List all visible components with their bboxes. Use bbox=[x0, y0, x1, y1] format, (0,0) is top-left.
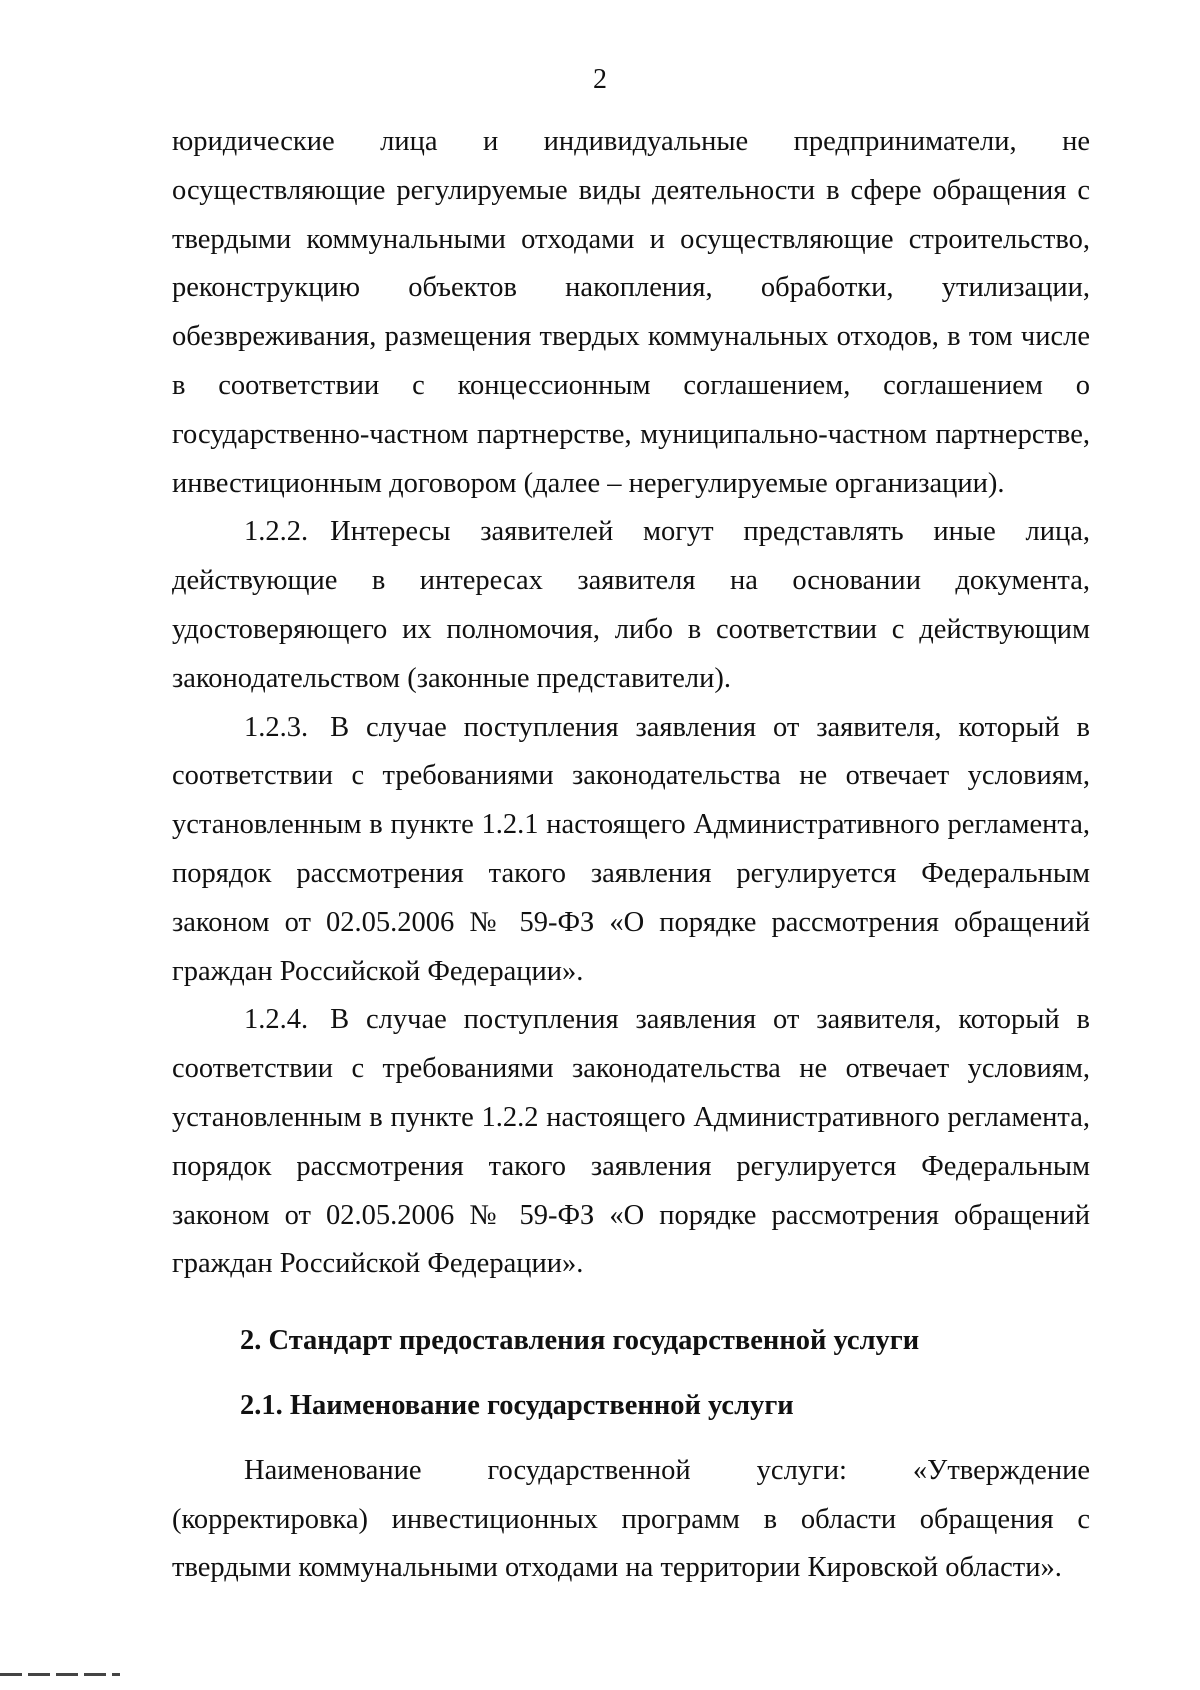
scan-edge-mark bbox=[0, 1673, 120, 1676]
clause-number: 1.2.4. bbox=[244, 1004, 309, 1036]
document-body bbox=[172, 118, 1090, 1593]
paragraph-legal-entities: юридические лица и индивидуальные предприниматели, не осуществляющие регулируемые виды деятельности в сфере обращения с твердыми коммунальными отходами и осуществляющие строительство, реконструкцию объектов накопления, обработки, утилизации, обезвреживания, размещения твердых коммунальных отходов, в том числе в соответствии с концессионным соглашением, соглашением о государственно-частном партнерстве, муниципально-частном партнерстве, инвестиционным договором (далее – нерегулируемые организации). bbox=[172, 126, 1090, 499]
clause-number: 1.2.3. bbox=[244, 711, 309, 743]
page-number: 2 bbox=[593, 64, 607, 95]
clause-text: Интересы заявителей могут представлять иные лица, действующие в интересах заявителя на основании документа, удостоверяющего их полномочия, либо в соответствии с действующим законодательством (законные представители). bbox=[172, 516, 1090, 694]
section-heading-2: 2. Стандарт предоставления государственной услуги bbox=[240, 1325, 920, 1357]
paragraph-1-2-4 bbox=[172, 996, 1090, 1289]
paragraph-1-2-3 bbox=[172, 704, 1090, 997]
paragraph-service-name: Наименование государственной услуги: «Утверждение (корректировка) инвестиционных программ в области обращения с твердыми коммунальными отходами на территории Кировской области». bbox=[172, 1454, 1090, 1584]
clause-text: В случае поступления заявления от заявителя, который в соответствии с требованиями законодательства не отвечает условиям, установленным в пункте 1.2.2 настоящего Административного регламента, порядок рассмотрения такого заявления регулируется Федеральным законом от 02.05.2006 № 59-ФЗ «О порядке рассмотрения обращений граждан Российской Федерации». bbox=[172, 1004, 1090, 1280]
section-heading-2-1: 2.1. Наименование государственной услуги bbox=[240, 1389, 794, 1421]
clause-text: В случае поступления заявления от заявителя, который в соответствии с требованиями законодательства не отвечает условиям, установленным в пункте 1.2.1 настоящего Административного регламента, порядок рассмотрения такого заявления регулируется Федеральным законом от 02.05.2006 № 59-ФЗ «О порядке рассмотрения обращений граждан Российской Федерации». bbox=[172, 711, 1090, 987]
paragraph-1-2-2 bbox=[172, 508, 1090, 703]
clause-number: 1.2.2. bbox=[244, 516, 309, 548]
